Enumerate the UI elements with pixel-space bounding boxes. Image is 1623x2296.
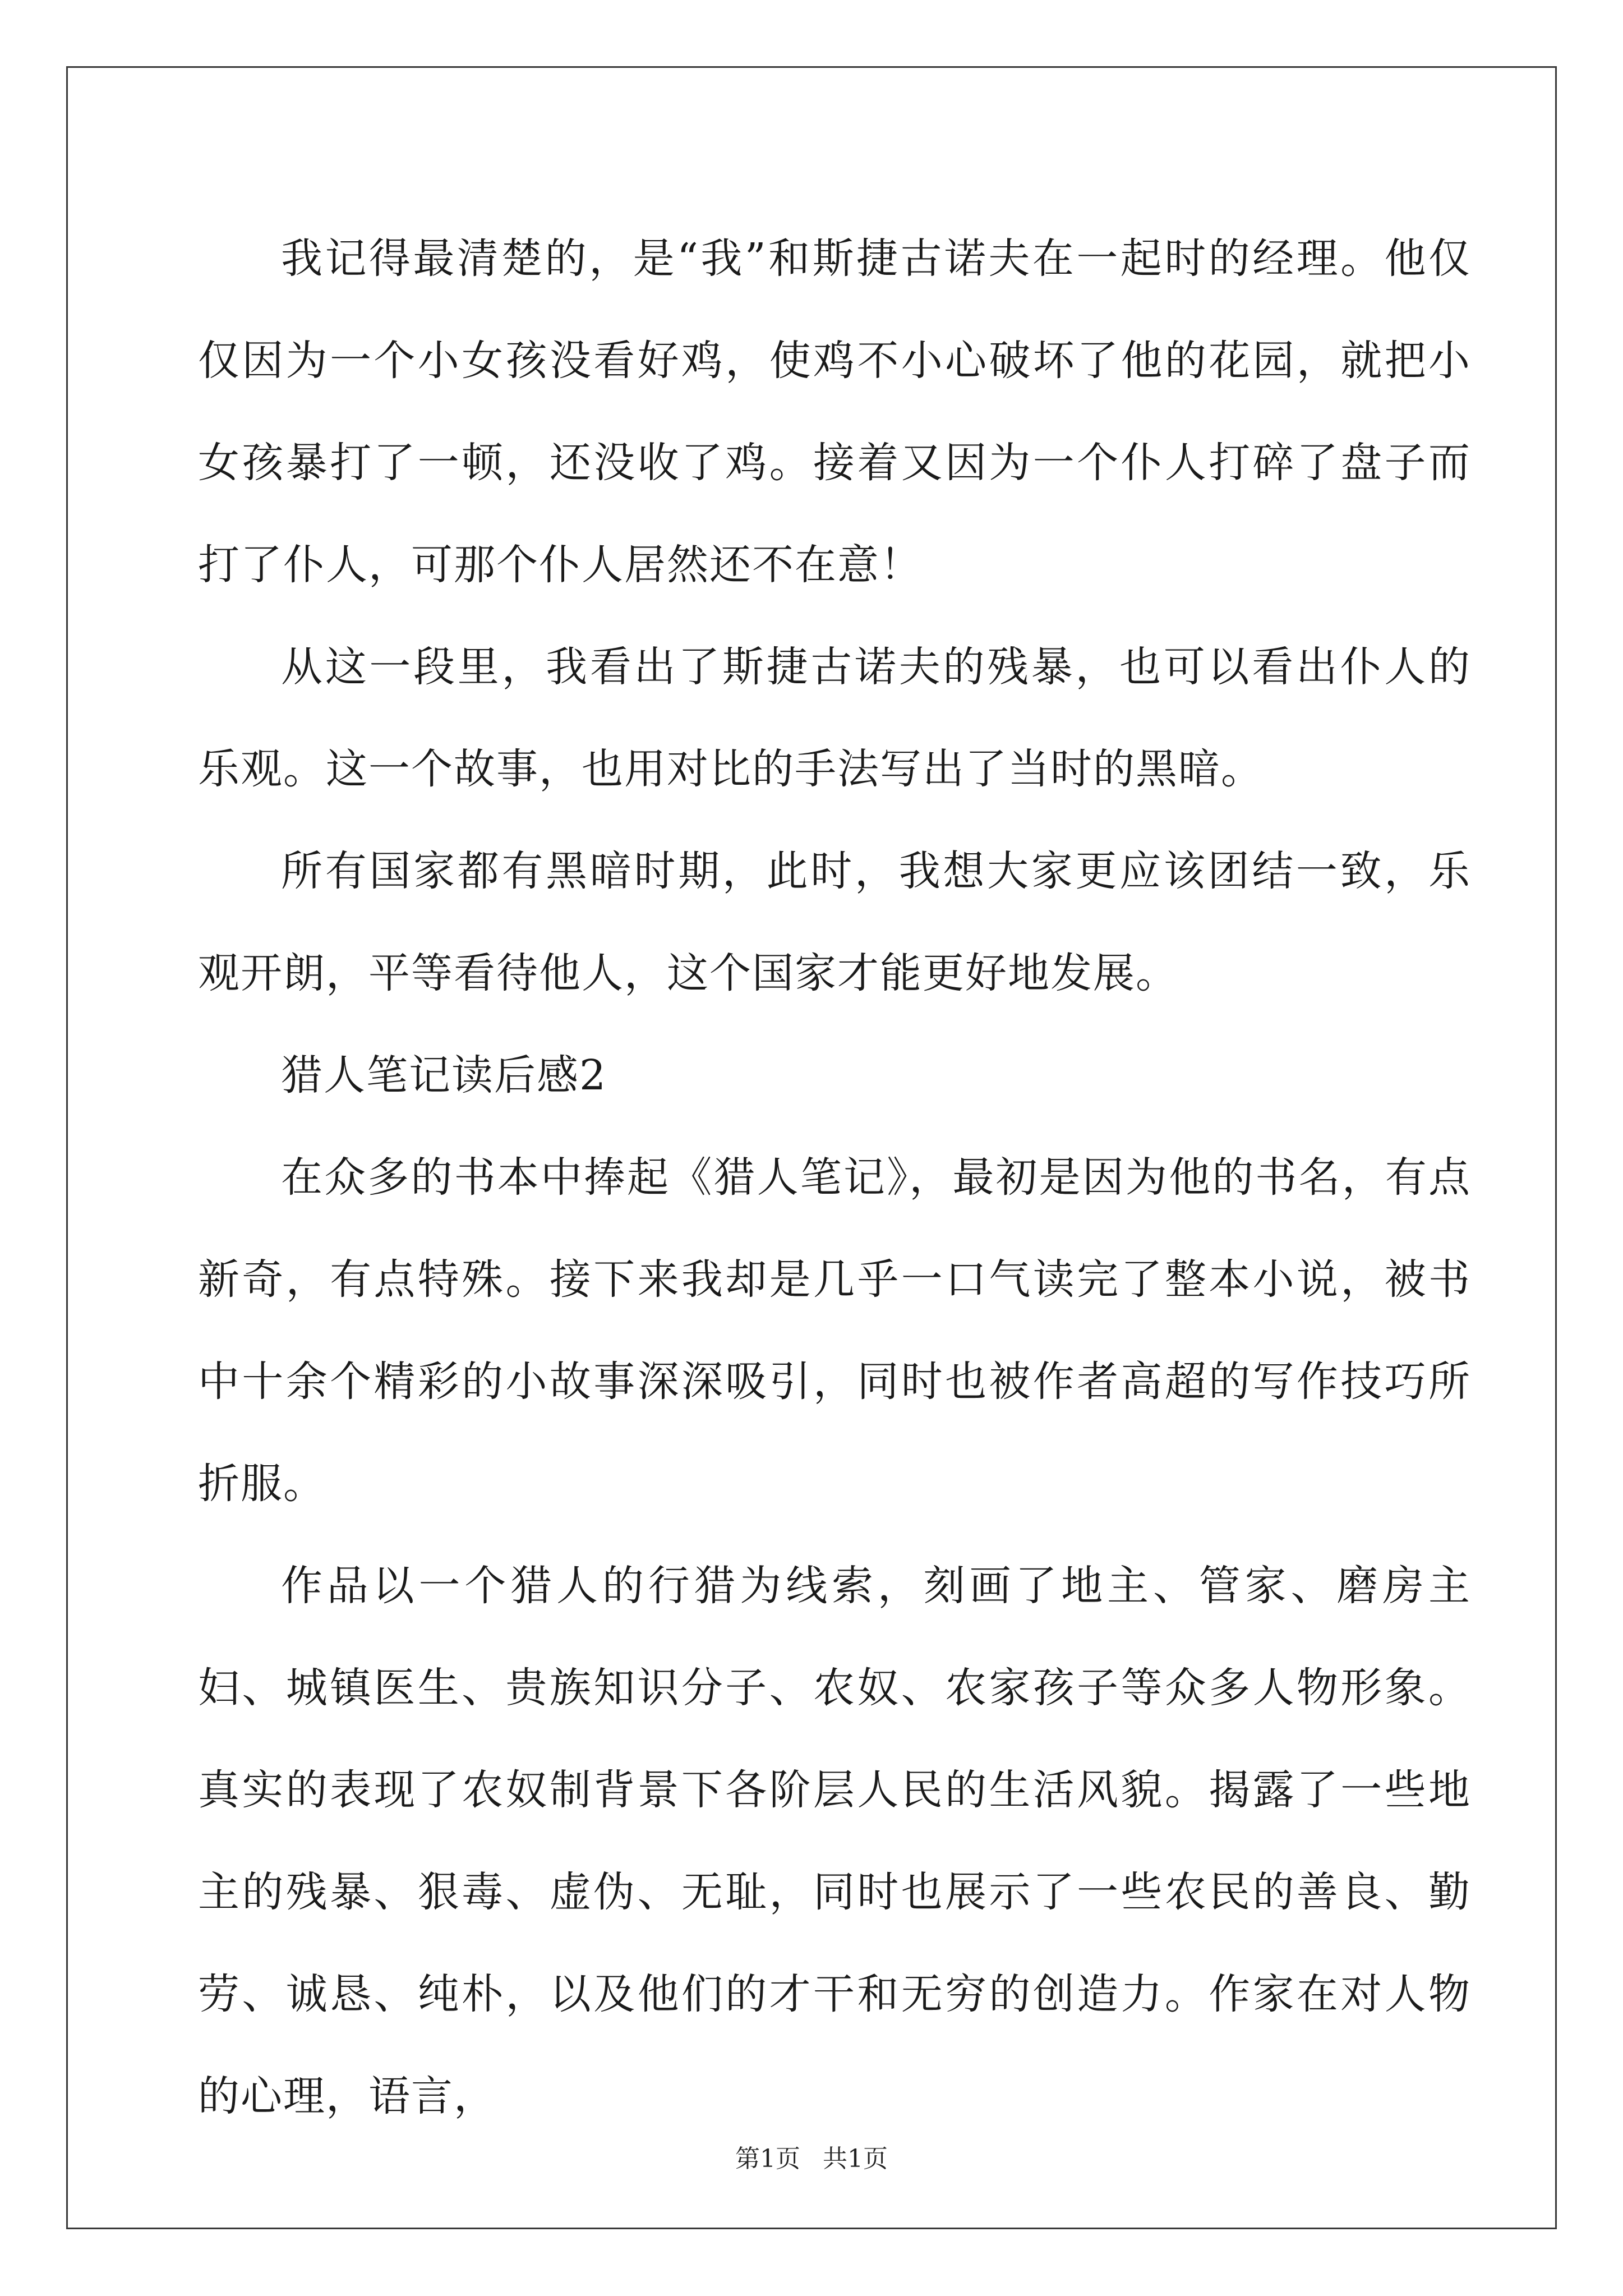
paragraph: 作品以一个猎人的行猎为线索，刻画了地主、管家、磨房主妇、城镇医生、贵族知识分子、农奴、农家孩子等众多人物形象。真实的表现了农奴制背景下各阶层人民的生活风貌。揭露了一些地主的残暴、狠毒、虚伪、无耻，同时也展示了一些农民的善良、勤劳、诚恳、纯朴，以及他们的才干和无穷的创造力。作家在对人物的心理，语言，	[198, 1562, 1471, 2120]
page-total: 共1页	[823, 2145, 888, 2173]
document-body	[198, 208, 1471, 2147]
paragraph: 从这一段里，我看出了斯捷古诺夫的残暴，也可以看出仆人的乐观。这一个故事，也用对比的手法写出了当时的黑暗。	[198, 643, 1471, 793]
paragraph: 在众多的书本中捧起《猎人笔记》，最初是因为他的书名，有点新奇，有点特殊。接下来我却是几乎一口气读完了整本小说，被书中十余个精彩的小故事深深吸引，同时也被作者高超的写作技巧所折服。	[198, 1153, 1471, 1508]
page-footer	[0, 2138, 1623, 2174]
page-number: 第1页	[735, 2145, 800, 2173]
paragraph: 我记得最清楚的，是“我”和斯捷古诺夫在一起时的经理。他仅仅因为一个小女孩没看好鸡，使鸡不小心破坏了他的花园，就把小女孩暴打了一顿，还没收了鸡。接着又因为一个仆人打碎了盘子而打了仆人，可那个仆人居然还不在意！	[198, 234, 1471, 589]
section-heading: 猎人笔记读后感2	[281, 1051, 607, 1099]
paragraph: 所有国家都有黑暗时期，此时，我想大家更应该团结一致，乐观开朗，平等看待他人，这个国家才能更好地发展。	[198, 847, 1471, 997]
